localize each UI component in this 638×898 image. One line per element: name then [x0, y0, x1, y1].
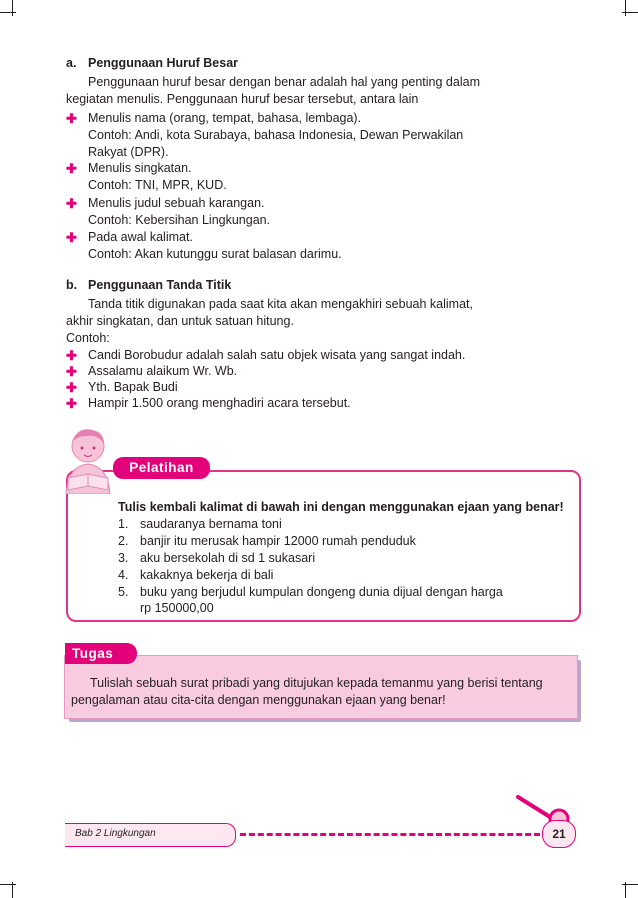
list-item: Assalamu alaikum Wr. Wb.: [88, 364, 238, 378]
tugas-tab: Tugas: [65, 643, 137, 664]
plus-bullet-icon: ✚: [66, 364, 77, 379]
plus-bullet-icon: ✚: [66, 196, 77, 211]
pelatihan-tab: Pelatihan: [113, 457, 210, 479]
list-item: Menulis judul sebuah karangan.: [88, 196, 265, 210]
exercise-number: 3.: [118, 551, 129, 565]
list-item: Menulis nama (orang, tempat, bahasa, lembaga).: [88, 111, 362, 125]
crop-mark: [0, 884, 16, 885]
section-b-letter: b.: [66, 278, 78, 292]
crop-mark: [12, 0, 13, 16]
plus-bullet-icon: ✚: [66, 380, 77, 395]
crop-mark: [622, 884, 638, 885]
tugas-text: pengalaman atau cita-cita dengan menggunakan ejaan yang benar!: [71, 693, 446, 707]
list-item: Hampir 1.500 orang menghadiri acara tersebut.: [88, 396, 351, 410]
section-a-paragraph: kegiatan menulis. Penggunaan huruf besar tersebut, antara lain: [66, 92, 419, 106]
list-item: Rakyat (DPR).: [88, 145, 169, 159]
list-item: Pada awal kalimat.: [88, 230, 193, 244]
section-b-paragraph: Tanda titik digunakan pada saat kita akan mengakhiri sebuah kalimat,: [88, 297, 473, 311]
page-number: 21: [542, 820, 576, 848]
section-b-paragraph: akhir singkatan, dan untuk satuan hitung.: [66, 314, 294, 328]
list-item: Yth. Bapak Budi: [88, 380, 178, 394]
exercise-item: kakaknya bekerja di bali: [140, 568, 274, 582]
crop-mark: [622, 12, 638, 13]
list-item: Contoh: Andi, kota Surabaya, bahasa Indonesia, Dewan Perwakilan: [88, 128, 464, 142]
pelatihan-instruction: Tulis kembali kalimat di bawah ini dengan menggunakan ejaan yang benar!: [118, 500, 564, 514]
child-reading-illustration: [58, 424, 120, 494]
list-item: Candi Borobudur adalah salah satu objek wisata yang sangat indah.: [88, 348, 466, 362]
exercise-number: 1.: [118, 517, 129, 531]
plus-bullet-icon: ✚: [66, 396, 77, 411]
exercise-item: buku yang berjudul kumpulan dongeng dunia dijual dengan harga: [140, 585, 503, 599]
plus-bullet-icon: ✚: [66, 161, 77, 176]
example-label: Contoh:: [66, 331, 110, 345]
section-a-paragraph: Penggunaan huruf besar dengan benar adalah hal yang penting dalam: [88, 75, 480, 89]
section-b-heading: Penggunaan Tanda Titik: [88, 278, 232, 292]
plus-bullet-icon: ✚: [66, 230, 77, 245]
list-item: Contoh: Akan kutunggu surat balasan darimu.: [88, 247, 342, 261]
exercise-number: 4.: [118, 568, 129, 582]
crop-mark: [625, 0, 626, 16]
crop-mark: [0, 12, 16, 13]
exercise-number: 2.: [118, 534, 129, 548]
plus-bullet-icon: ✚: [66, 348, 77, 363]
list-item: Menulis singkatan.: [88, 161, 192, 175]
plus-bullet-icon: ✚: [66, 111, 77, 126]
list-item: Contoh: Kebersihan Lingkungan.: [88, 213, 271, 227]
footer-dashed-line: [240, 833, 540, 836]
exercise-item: banjir itu merusak hampir 12000 rumah penduduk: [140, 534, 416, 548]
section-a-letter: a.: [66, 56, 77, 70]
exercise-number: 5.: [118, 585, 129, 599]
tugas-text: Tulislah sebuah surat pribadi yang ditujukan kepada temanmu yang berisi tentang: [90, 676, 543, 690]
footer-chapter: Bab 2 Lingkungan: [75, 828, 156, 839]
exercise-item: saudaranya bernama toni: [140, 517, 282, 531]
exercise-item: rp 150000,00: [140, 601, 214, 615]
section-a-heading: Penggunaan Huruf Besar: [88, 56, 239, 70]
list-item: Contoh: TNI, MPR, KUD.: [88, 178, 227, 192]
exercise-item: aku bersekolah di sd 1 sukasari: [140, 551, 316, 565]
